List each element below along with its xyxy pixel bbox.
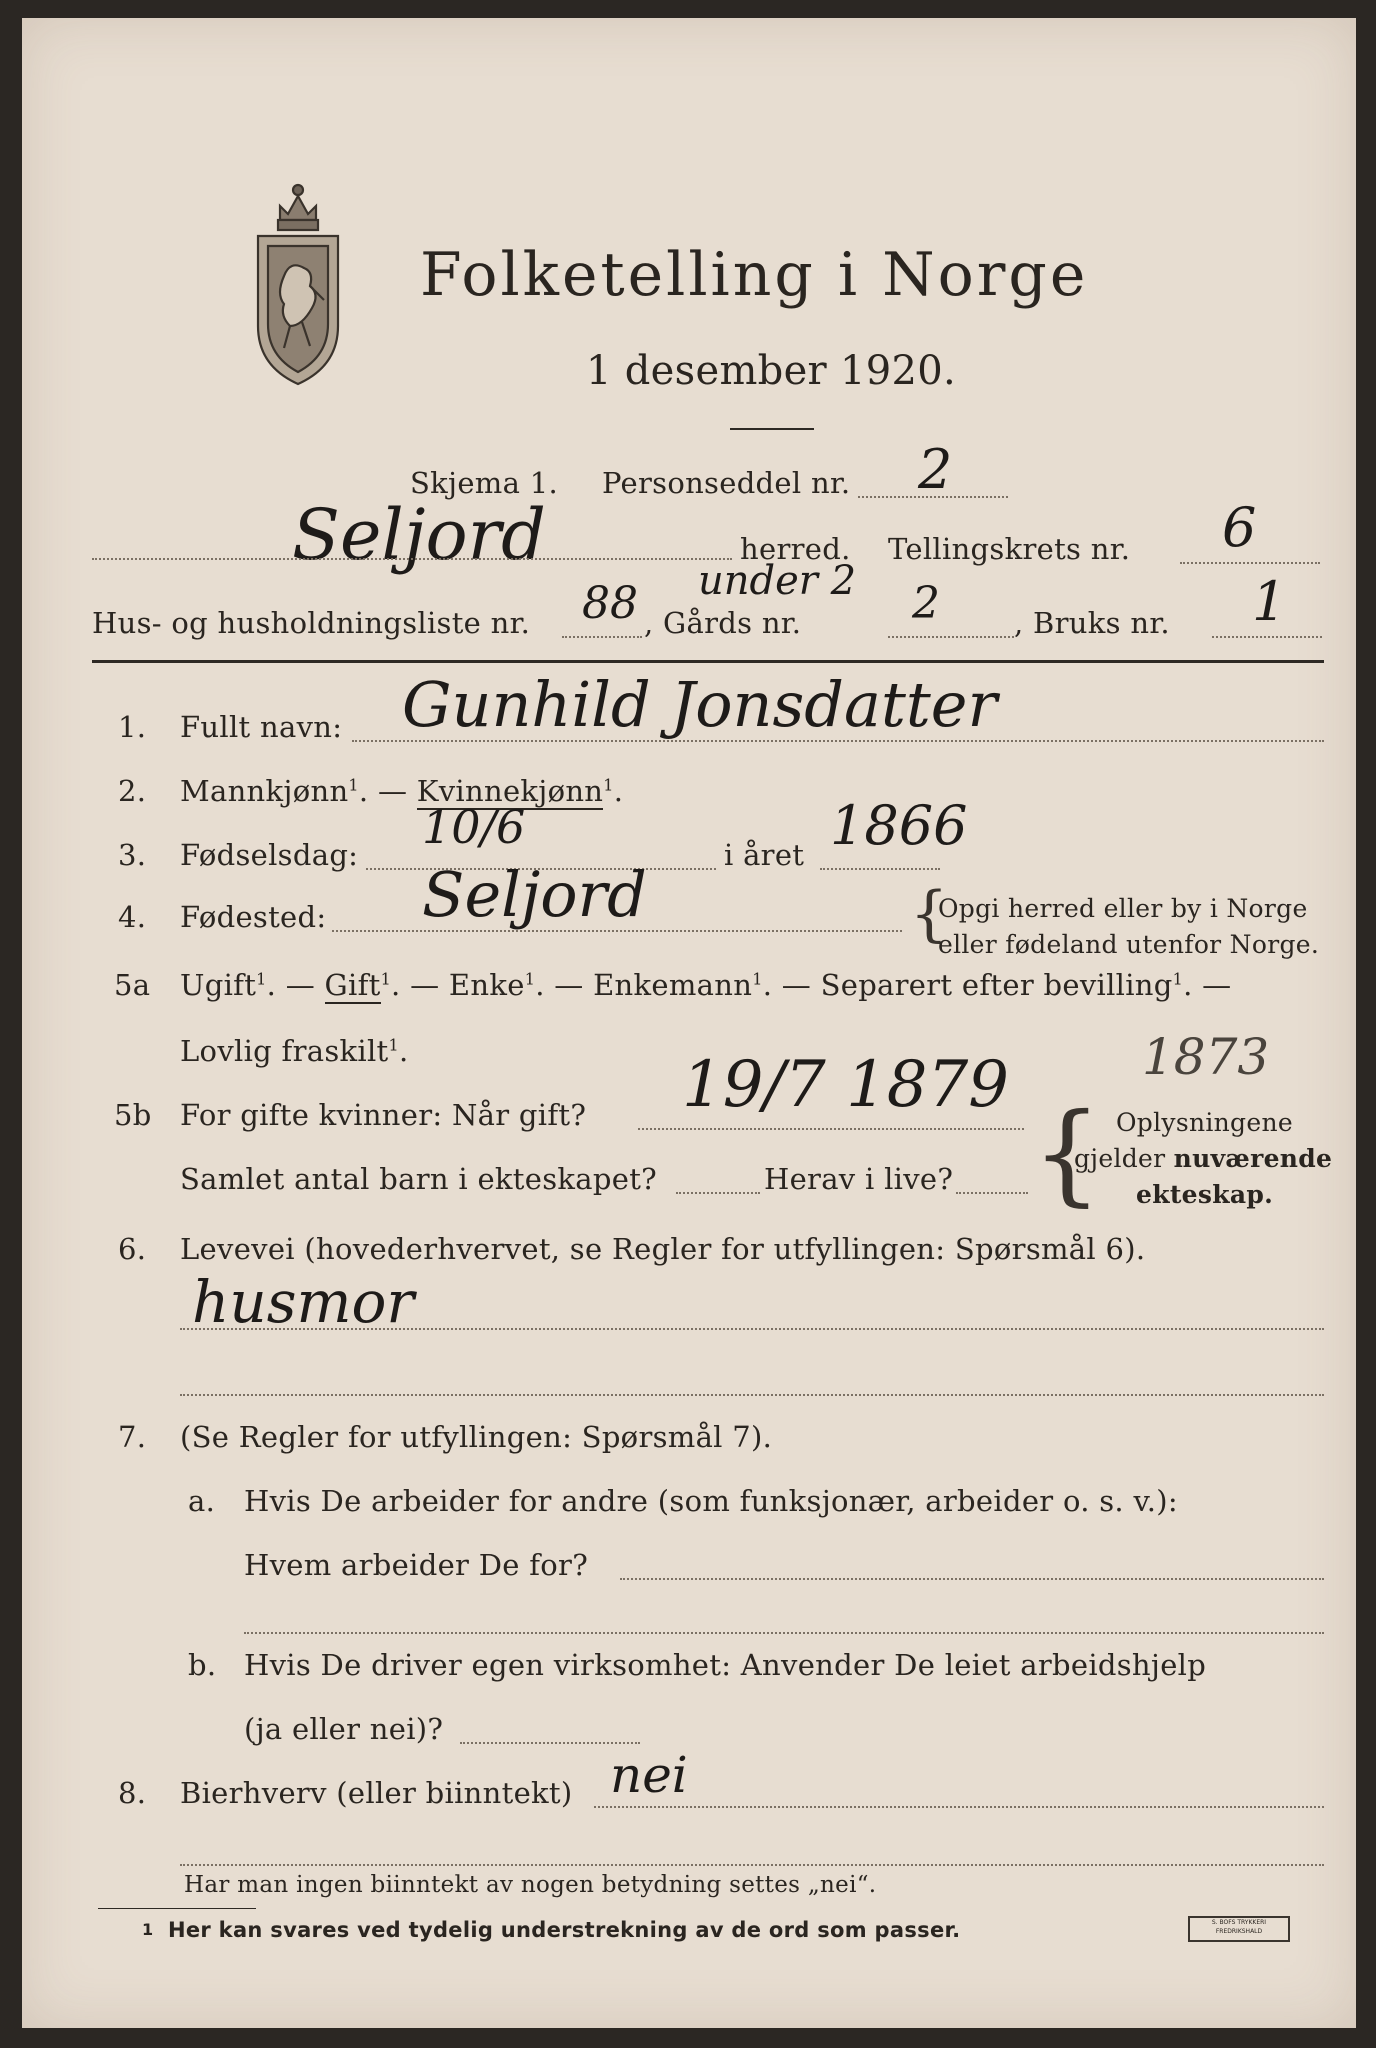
q7a-number: a. [188, 1484, 216, 1518]
q5a-sup-5: 1 [1172, 969, 1184, 989]
q5a-sup-4: 1 [752, 969, 763, 989]
q5a-dash-5: . — [1183, 968, 1232, 1002]
hus-label: Hus- og husholdningsliste nr. [92, 606, 531, 640]
q6-line-2 [180, 1394, 1324, 1396]
q5a-options [180, 968, 1231, 1002]
herred-label: herred. [740, 532, 851, 566]
q7b-question: (ja eller nei)? [244, 1712, 444, 1746]
q3-label: Fødselsdag: [180, 838, 359, 872]
footnote-number: 1 [142, 1920, 154, 1939]
q8-line-2 [180, 1864, 1324, 1866]
herred-line [92, 558, 732, 560]
q5a-number: 5a [114, 968, 151, 1002]
q7b-line [460, 1742, 640, 1744]
q6-label: Levevei (hovederhvervet, se Regler for utfyllingen: Spørsmål 6). [180, 1232, 1146, 1266]
q4-brace: { [910, 879, 949, 949]
q5b-note-2a: gjelder [1074, 1144, 1174, 1173]
q5a-gift[interactable]: Gift [324, 968, 381, 1002]
q7-number: 7. [118, 1420, 147, 1454]
q5b-barn-label: Samlet antal barn i ekteskapet? [180, 1162, 657, 1196]
q5b-live-label: Herav i live? [764, 1162, 954, 1196]
tellingskrets-value: 6 [1222, 496, 1257, 559]
herred-value: Seljord [292, 494, 546, 576]
title-divider [730, 428, 814, 430]
q2-sup-1: 1 [348, 775, 359, 795]
q8-label: Bierhverv (eller biinntekt) [180, 1776, 573, 1810]
under-note: under 2 [698, 558, 857, 604]
q6-value: husmor [192, 1268, 415, 1336]
q7b-label: Hvis De driver egen virksomhet: Anvender De leiet arbeidshjelp [244, 1648, 1207, 1682]
gards-value: 2 [912, 578, 940, 629]
tellingskrets-line [1180, 562, 1320, 564]
q7-label: (Se Regler for utfyllingen: Spørsmål 7). [180, 1420, 773, 1454]
q8-number: 8. [118, 1776, 147, 1810]
q4-number: 4. [118, 900, 147, 934]
q2-sep: . — [358, 774, 417, 808]
q5b-note-2 [1074, 1144, 1332, 1173]
q5a-ugift[interactable]: Ugift [180, 968, 257, 1002]
q5b-brace: { [1032, 1089, 1102, 1217]
q5b-value: 19/7 1879 [682, 1048, 1009, 1122]
skjema-label: Skjema 1. [410, 466, 558, 500]
q5a-dash-4: . — [762, 968, 812, 1002]
q7a-line-2 [244, 1632, 1324, 1634]
q7b-number: b. [188, 1648, 217, 1682]
q8-value: nei [610, 1746, 688, 1804]
q7a-label: Hvis De arbeider for andre (som funksjonær, arbeider o. s. v.): [244, 1484, 1178, 1518]
hus-line [562, 636, 642, 638]
footnote-rule [98, 1908, 256, 1909]
hus-value: 88 [582, 578, 638, 629]
q5b-note-2b: nuværende [1173, 1144, 1333, 1173]
q8-line [594, 1806, 1324, 1808]
q5b-barn-line [676, 1192, 760, 1194]
q5a-sup-2: 1 [380, 969, 392, 989]
q5a-sup-1: 1 [256, 969, 267, 989]
q7a-line-1 [620, 1578, 1324, 1580]
q1-label: Fullt navn: [180, 710, 343, 744]
tellingskrets-label: Tellingskrets nr. [888, 532, 1131, 566]
header-rule [92, 660, 1324, 663]
footnote-text: Her kan svares ved tydelig understrekning av de ord som passer. [168, 1918, 961, 1942]
bruks-line [1212, 636, 1322, 638]
q3-number: 3. [118, 838, 147, 872]
q5a-lovlig[interactable]: Lovlig fraskilt$^1$. [180, 1034, 409, 1068]
gards-label: , Gårds nr. [644, 606, 802, 640]
q2-end: . [613, 774, 624, 808]
q2-options [180, 774, 623, 808]
q5a-dash-1: . — [266, 968, 315, 1002]
q5a-sup-6: 1 [388, 1035, 399, 1055]
q5b-extra: 1873 [1142, 1028, 1270, 1086]
q5b-note-3: ekteskap. [1136, 1180, 1274, 1209]
q2-sup-2: 1 [603, 775, 614, 795]
personseddel-value: 2 [918, 438, 953, 501]
q5a-lovlig-label: Lovlig fraskilt [180, 1034, 389, 1068]
q5a-dash-3: . — [535, 968, 584, 1002]
bruks-label: , Bruks nr. [1014, 606, 1170, 640]
q2-number: 2. [118, 774, 147, 808]
q5b-line [638, 1128, 1024, 1130]
q4-value: Seljord [422, 858, 647, 931]
q3-year-line [820, 868, 940, 870]
biinntekt-note: Har man ingen biinntekt av nogen betydning settes „nei“. [184, 1872, 877, 1898]
q7a-question: Hvem arbeider De for? [244, 1548, 589, 1582]
q4-note-2: eller fødeland utenfor Norge. [938, 930, 1320, 959]
census-form-page [22, 18, 1356, 2028]
q6-number: 6. [118, 1232, 147, 1266]
q3-year-label: i året [724, 838, 805, 872]
q5b-note-1: Oplysningene [1116, 1108, 1293, 1137]
q5b-live-line [956, 1192, 1028, 1194]
q1-number: 1. [118, 710, 147, 744]
q2-mann[interactable]: Mannkjønn [180, 774, 349, 808]
q5a-enkemann[interactable]: Enkemann [593, 968, 753, 1002]
form-title: Folketelling i Norge [420, 240, 1089, 310]
q2-kvinne[interactable]: Kvinnekjønn [416, 774, 604, 808]
q6-line-1 [180, 1328, 1324, 1330]
q3-value: 10/6 [422, 800, 526, 854]
printer-mark: S. BOFS TRYKKERI FREDRIKSHALD [1188, 1916, 1290, 1942]
bruks-value: 1 [1252, 570, 1287, 633]
coat-of-arms-icon [250, 176, 346, 388]
q5b-label: For gifte kvinner: Når gift? [180, 1098, 587, 1132]
q5a-enke[interactable]: Enke [448, 968, 525, 1002]
q5a-separert[interactable]: Separert efter bevilling [820, 968, 1173, 1002]
census-date: 1 desember 1920. [586, 348, 956, 394]
q4-note-1: Opgi herred eller by i Norge [938, 894, 1308, 923]
q5b-number: 5b [114, 1098, 152, 1132]
q5a-sup-3: 1 [524, 969, 536, 989]
gards-line [888, 636, 1014, 638]
personseddel-label: Personseddel nr. [602, 466, 851, 500]
q5a-dash-2: . — [391, 968, 440, 1002]
q3-year-value: 1866 [830, 794, 968, 857]
q4-label: Fødested: [180, 900, 327, 934]
q1-value: Gunhild Jonsdatter [402, 668, 998, 741]
